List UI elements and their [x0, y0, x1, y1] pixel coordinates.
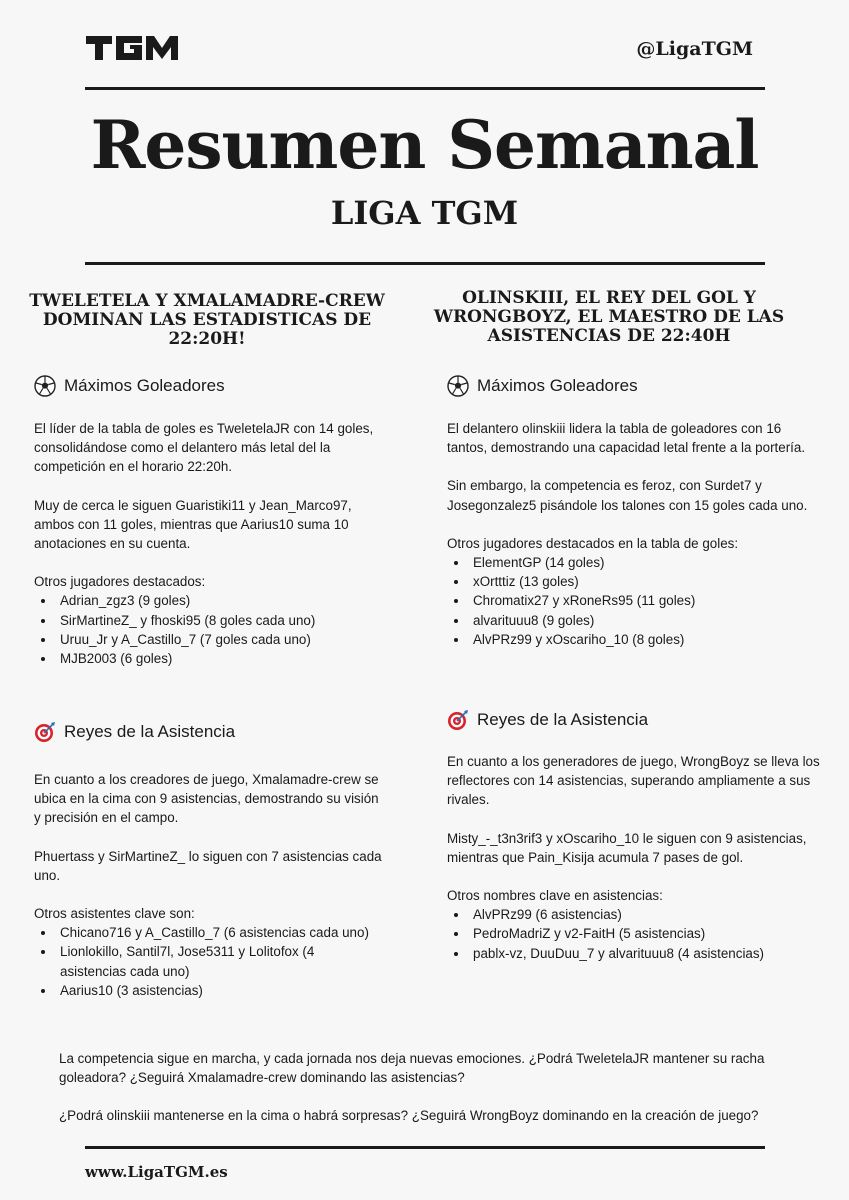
left-assists-list-title: Otros asistentes clave son:: [34, 906, 195, 922]
list-item: • PedroMadriZ y v2-FaitH (5 asistencias): [469, 924, 822, 943]
left-assists-p1: En cuanto a los creadores de juego, Xmalamadre-crew se ubica en la cima con 9 asistencias, demostrando su visión y precisión en el campo.: [34, 772, 379, 826]
right-assists-list-title: Otros nombres clave en asistencias:: [447, 888, 663, 904]
list-item: • alvarituuu8 (9 goles): [469, 611, 822, 630]
right-assists-heading-text: Reyes de la Asistencia: [477, 710, 649, 729]
left-goals-p1: El líder de la tabla de goles es TweletelaJR con 14 goles, consolidándose como el delantero más letal del la competición en el horario 22:20h.: [34, 421, 374, 475]
right-headline: OLINSKIII, EL REY DEL GOL Y WRONGBOYZ, EL MAESTRO DE LAS ASISTENCIAS DE 22:40H: [433, 288, 785, 346]
right-goals-heading: [447, 375, 638, 397]
left-headline: TWELETELA Y XMALAMADRE-CREW DOMINAN LAS ESTADISTICAS DE 22:20H!: [29, 291, 385, 349]
right-goals-text: [447, 419, 822, 649]
tgm-logo: [86, 30, 178, 66]
closing-text: [59, 1049, 799, 1126]
left-assists-heading-text: Reyes de la Asistencia: [64, 722, 236, 741]
footer-divider: [85, 1146, 765, 1149]
page-title: Resumen Semanal: [90, 106, 759, 184]
header-divider-top: [85, 87, 765, 90]
list-item: • Adrian_zgz3 (9 goles): [56, 591, 384, 610]
social-handle: @LigaTGM: [636, 38, 753, 60]
list-item: • ElementGP (14 goles): [469, 553, 822, 572]
left-goals-p2: Muy de cerca le siguen Guaristiki11 y Jean_Marco97, ambos con 11 goles, mientras que Aarius10 suma 10 anotaciones en su cuenta.: [34, 497, 352, 552]
right-assists-p1: En cuanto a los generadores de juego, WrongBoyz se lleva los reflectores con 14 asistencias, superando ampliamente a sus rivales.: [447, 754, 820, 808]
target-dart-icon: [447, 709, 469, 731]
left-goals-text: [34, 419, 384, 668]
left-goals-heading: [34, 375, 225, 397]
right-assists-p2: Misty_-_t3n3rif3 y xOscariho_10 le siguen con 9 asistencias, mientras que Pain_Kisija acumula 7 pases de gol.: [447, 830, 807, 865]
right-assists-heading: [447, 709, 648, 731]
right-assists-list: [447, 905, 822, 963]
target-dart-icon: [34, 721, 56, 743]
list-item: • AlvPRz99 (6 asistencias): [469, 905, 822, 924]
right-goals-p1: El delantero olinskiii lidera la tabla de goleadores con 16 tantos, demostrando una capacidad letal frente a la portería.: [447, 421, 806, 456]
left-assists-p2: Phuertass y SirMartineZ_ lo siguen con 7 asistencias cada uno.: [34, 848, 382, 883]
soccer-ball-icon: [34, 375, 56, 397]
list-item: • xOrtttiz (13 goles): [469, 572, 822, 591]
left-assists-list: [34, 923, 384, 1000]
list-item: • Chicano716 y A_Castillo_7 (6 asistencias cada uno): [56, 923, 384, 942]
left-goals-list-title: Otros jugadores destacados:: [34, 574, 206, 590]
right-goals-list: [447, 553, 822, 649]
left-goals-list: [34, 591, 384, 668]
soccer-ball-icon: [447, 375, 469, 397]
list-item: • SirMartineZ_ y fhoski95 (8 goles cada uno): [56, 611, 384, 630]
list-item: • Uruu_Jr y A_Castillo_7 (7 goles cada uno): [56, 630, 384, 649]
right-goals-list-title: Otros jugadores destacados en la tabla de goles:: [447, 535, 739, 551]
right-assists-text: [447, 752, 822, 963]
closing-p2: ¿Podrá olinskiii mantenerse en la cima o habrá sorpresas? ¿Seguirá WrongBoyz dominando en la creación de juego?: [59, 1108, 759, 1124]
left-assists-heading: [34, 721, 235, 743]
list-item: • Chromatix27 y xRoneRs95 (11 goles): [469, 591, 822, 610]
header-divider-bottom: [85, 262, 765, 265]
page-subtitle: LIGA TGM: [330, 194, 519, 232]
list-item: • AlvPRz99 y xOscariho_10 (8 goles): [469, 630, 822, 649]
closing-p1: La competencia sigue en marcha, y cada jornada nos deja nuevas emociones. ¿Podrá TweletelaJR mantener su racha goleadora? ¿Seguirá Xmalamadre-crew dominando las asistencias?: [59, 1051, 765, 1086]
right-goals-heading-text: Máximos Goleadores: [477, 376, 638, 395]
right-goals-p2: Sin embargo, la competencia es feroz, con Surdet7 y Josegonzalez5 pisándole los talones con 15 goles cada uno.: [447, 478, 808, 513]
left-goals-heading-text: Máximos Goleadores: [64, 376, 225, 395]
website-link[interactable]: www.LigaTGM.es: [85, 1163, 228, 1181]
list-item: • MJB2003 (6 goles): [56, 649, 384, 668]
list-item: • Aarius10 (3 asistencias): [56, 981, 384, 1000]
list-item: • Lionlokillo, Santil7l, Jose5311 y Lolitofox (4 asistencias cada uno): [56, 942, 384, 980]
left-assists-text: [34, 770, 384, 1000]
list-item: • pablx-vz, DuuDuu_7 y alvarituuu8 (4 asistencias): [469, 944, 822, 963]
